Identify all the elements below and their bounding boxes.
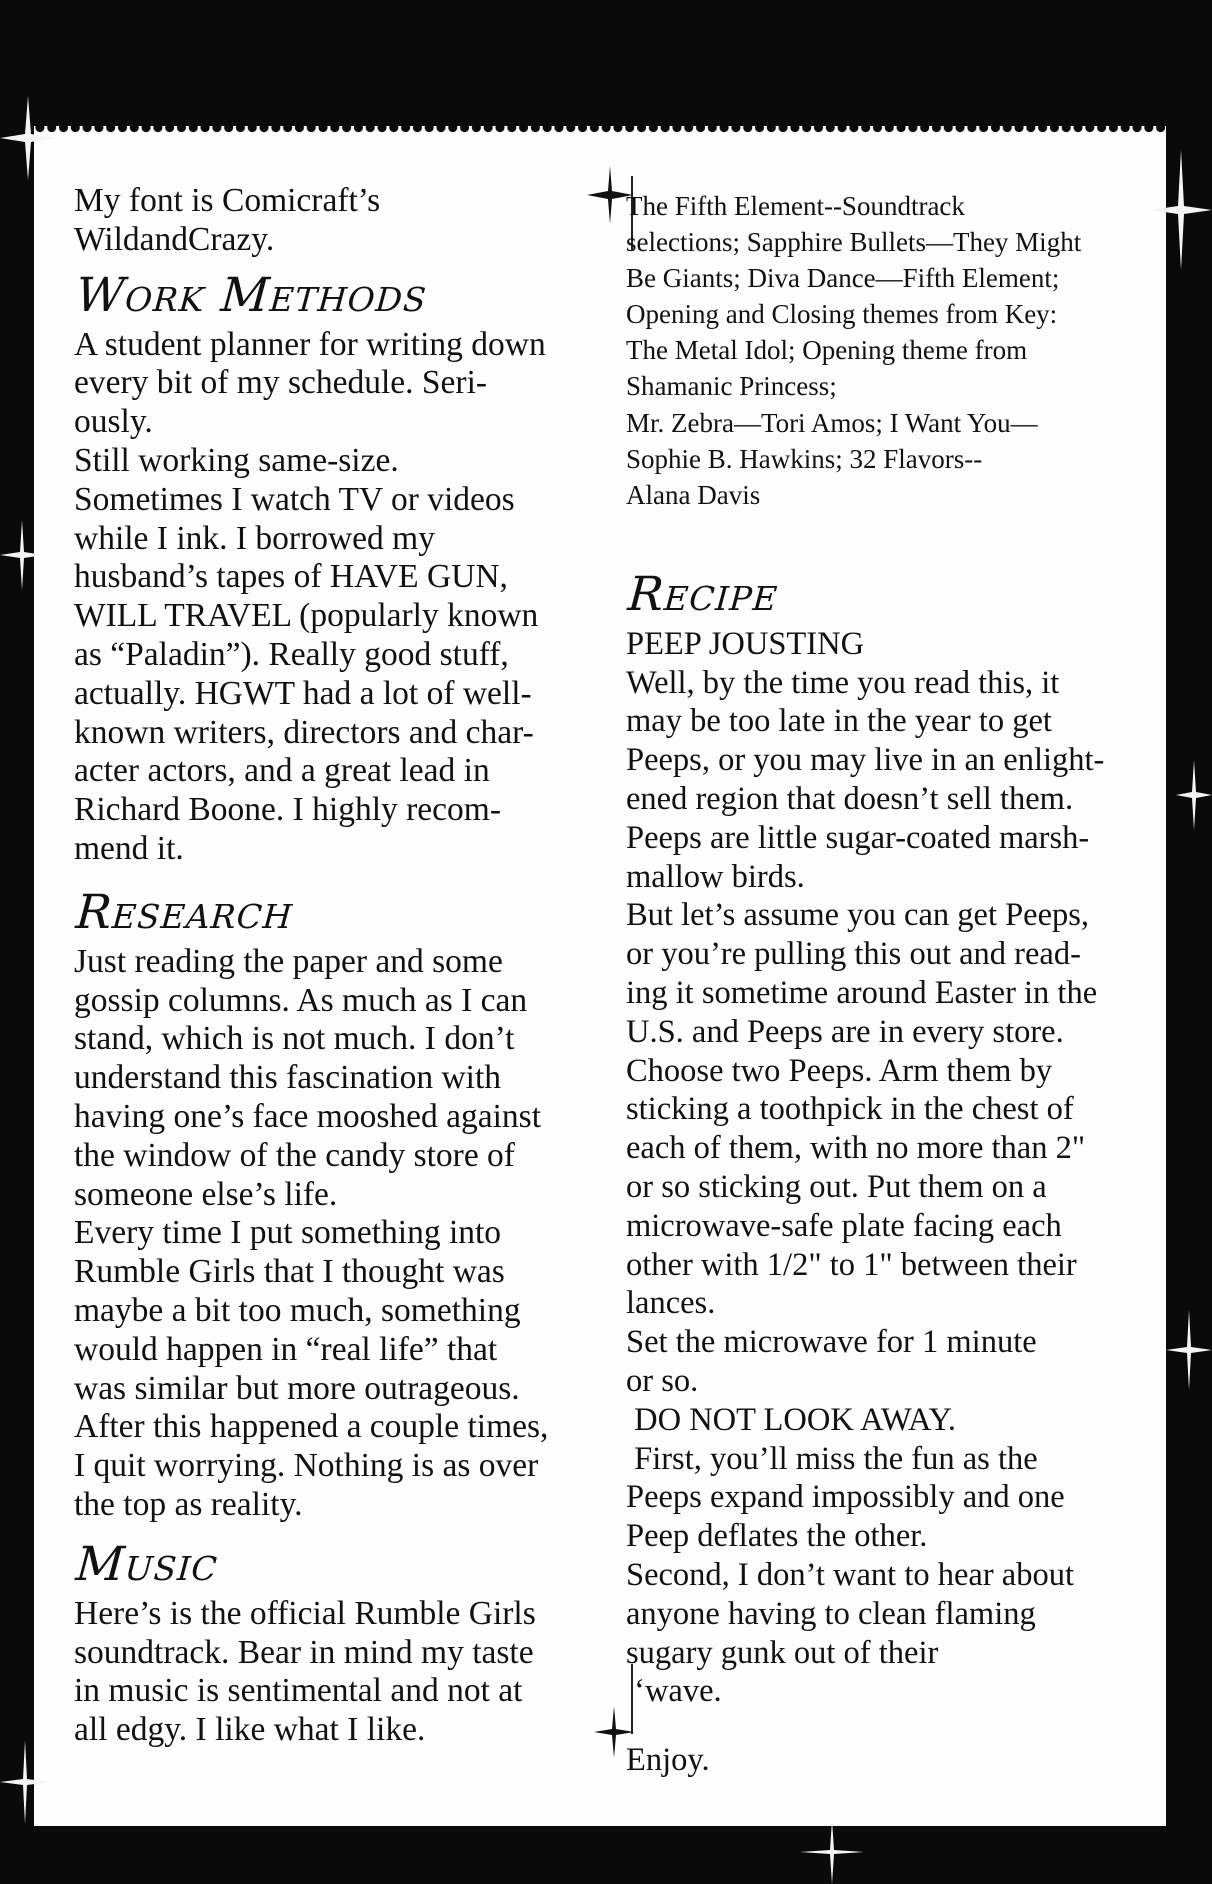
text-line: gossip columns. As much as I can: [74, 981, 528, 1019]
text-line: known writers, directors and char-: [74, 713, 534, 751]
sparkle-icon: [1166, 1310, 1212, 1390]
recipe-title: PEEP JOUSTING: [626, 625, 865, 662]
text-line: lances.: [626, 1285, 716, 1322]
text-line: selections; Sapphire Bullets—They Might: [626, 227, 1082, 258]
sparkle-icon: [1150, 150, 1212, 270]
text-line: Peeps, or you may live in an enlight-: [626, 742, 1105, 779]
text-line: or so sticking out. Put them on a: [626, 1169, 1047, 1205]
text-line: Be Giants; Diva Dance—Fifth Element;: [626, 263, 1060, 294]
text-line: After this happened a couple times,: [74, 1408, 549, 1446]
text-line: was similar but more outrageous.: [74, 1369, 520, 1407]
text-line: ing it sometime around Easter in the: [626, 975, 1098, 1012]
text-line: Sometimes I watch TV or videos: [74, 480, 515, 518]
binder-holes: [34, 118, 1166, 134]
text-line: understand this fascination with: [74, 1059, 502, 1097]
sparkle-icon: [0, 520, 44, 590]
text-line: having one’s face mooshed against: [74, 1097, 542, 1135]
text-line: Alana Davis: [626, 479, 761, 510]
text-line: Set the microwave for 1 minute: [626, 1324, 1037, 1361]
text-line: may be too late in the year to get: [626, 703, 1052, 740]
text-line: Here’s is the official Rumble Girls: [74, 1594, 536, 1632]
sparkle-icon: [0, 1740, 50, 1824]
text-line: sugary gunk out of their: [626, 1634, 939, 1671]
section-heading-work-methods: Work Methods: [74, 267, 429, 323]
text-line: Richard Boone. I highly recom-: [74, 791, 502, 829]
text-line: other with 1/2" to 1" between their: [626, 1246, 1077, 1283]
text-line: Choose two Peeps. Arm them by: [626, 1052, 1053, 1089]
text-line: Opening and Closing themes from Key:: [626, 299, 1058, 330]
recipe-body: [626, 664, 1166, 1712]
sparkle-icon: [800, 1820, 864, 1884]
text-line: The Fifth Element--Soundtrack: [626, 191, 965, 221]
text-line: WILL TRAVEL (popularly known: [74, 597, 539, 635]
text-line: mend it.: [74, 829, 184, 867]
text-line: I quit worrying. Nothing is as over: [74, 1447, 539, 1485]
text-line: Peeps expand impossibly and one: [626, 1479, 1065, 1516]
text-line: Mr. Zebra—Tori Amos; I Want You—: [626, 407, 1038, 438]
intro: [74, 182, 634, 260]
text-line: But let’s assume you can get Peeps,: [626, 897, 1090, 934]
sparkle-icon: [1176, 760, 1212, 830]
text-line: Just reading the paper and some: [74, 942, 503, 980]
text-line: My font is Comicraft’s: [74, 182, 381, 219]
text-line: WildandCrazy.: [74, 220, 275, 258]
text-line: or you’re pulling this out and read-: [626, 936, 1081, 973]
text-line: First, you’ll miss the fun as the: [626, 1440, 1038, 1477]
notebook-page: [34, 126, 1166, 1826]
text-line: the window of the candy store of: [74, 1136, 515, 1174]
left-column: [74, 182, 634, 1750]
text-line: A student planner for writing down: [74, 325, 546, 363]
text-line: every bit of my schedule. Seri-: [74, 364, 488, 402]
text-line: The Metal Idol; Opening theme from: [626, 335, 1028, 366]
text-line: DO NOT LOOK AWAY.: [626, 1401, 956, 1438]
text-line: mallow birds.: [626, 858, 805, 895]
text-line: all edgy. I like what I like.: [74, 1711, 426, 1749]
text-line: Rumble Girls that I thought was: [74, 1253, 505, 1291]
research-body: [74, 943, 634, 1525]
section-heading-recipe: Recipe: [626, 566, 781, 622]
sparkle-icon: [594, 1706, 634, 1758]
text-line: Peeps are little sugar-coated marsh-: [626, 819, 1090, 856]
text-line: each of them, with no more than 2": [626, 1130, 1086, 1167]
sparkle-icon: [0, 96, 56, 180]
text-line: ously.: [74, 403, 153, 441]
text-line: acter actors, and a great lead in: [74, 752, 490, 790]
section-heading-music: Music: [74, 1536, 220, 1592]
music-body: [74, 1595, 634, 1750]
text-line: stand, which is not much. I don’t: [74, 1020, 515, 1058]
text-line: Shamanic Princess;: [626, 371, 837, 402]
text-line: sticking a toothpick in the chest of: [626, 1091, 1074, 1128]
text-line: husband’s tapes of HAVE GUN,: [74, 558, 508, 596]
text-line: actually. HGWT had a lot of well-: [74, 674, 532, 712]
text-line: Second, I don’t want to hear about: [626, 1556, 1074, 1593]
sparkle-icon: [587, 166, 633, 224]
text-line: or so.: [626, 1362, 699, 1399]
text-line: Still working same-size.: [74, 441, 399, 479]
text-line: Well, by the time you read this, it: [626, 664, 1060, 701]
text-line: microwave-safe plate facing each: [626, 1207, 1062, 1244]
section-heading-research: Research: [74, 884, 295, 940]
text-line: someone else’s life.: [74, 1175, 338, 1213]
text-line: maybe a bit too much, something: [74, 1291, 521, 1329]
text-line: Peep deflates the other.: [626, 1518, 928, 1555]
text-line: U.S. and Peeps are in every store.: [626, 1013, 1064, 1050]
text-line: as “Paladin”). Really good stuff,: [74, 635, 509, 673]
right-column: [626, 188, 1166, 1780]
text-line: while I ink. I borrowed my: [74, 519, 435, 557]
text-line: anyone having to clean flaming: [626, 1595, 1036, 1632]
text-line: the top as reality.: [74, 1485, 303, 1523]
text-line: Sophie B. Hawkins; 32 Flavors--: [626, 443, 983, 474]
work-methods-body: [74, 326, 634, 869]
text-line: would happen in “real life” that: [74, 1330, 498, 1368]
text-line: ‘wave.: [626, 1673, 722, 1710]
text-line: ened region that doesn’t sell them.: [626, 781, 1074, 818]
text-line: soundtrack. Bear in mind my taste: [74, 1633, 534, 1671]
text-line: in music is sentimental and not at: [74, 1672, 523, 1710]
recipe-closing: Enjoy.: [626, 1742, 710, 1779]
text-line: Every time I put something into: [74, 1214, 502, 1252]
soundtrack-list: [626, 188, 1166, 513]
